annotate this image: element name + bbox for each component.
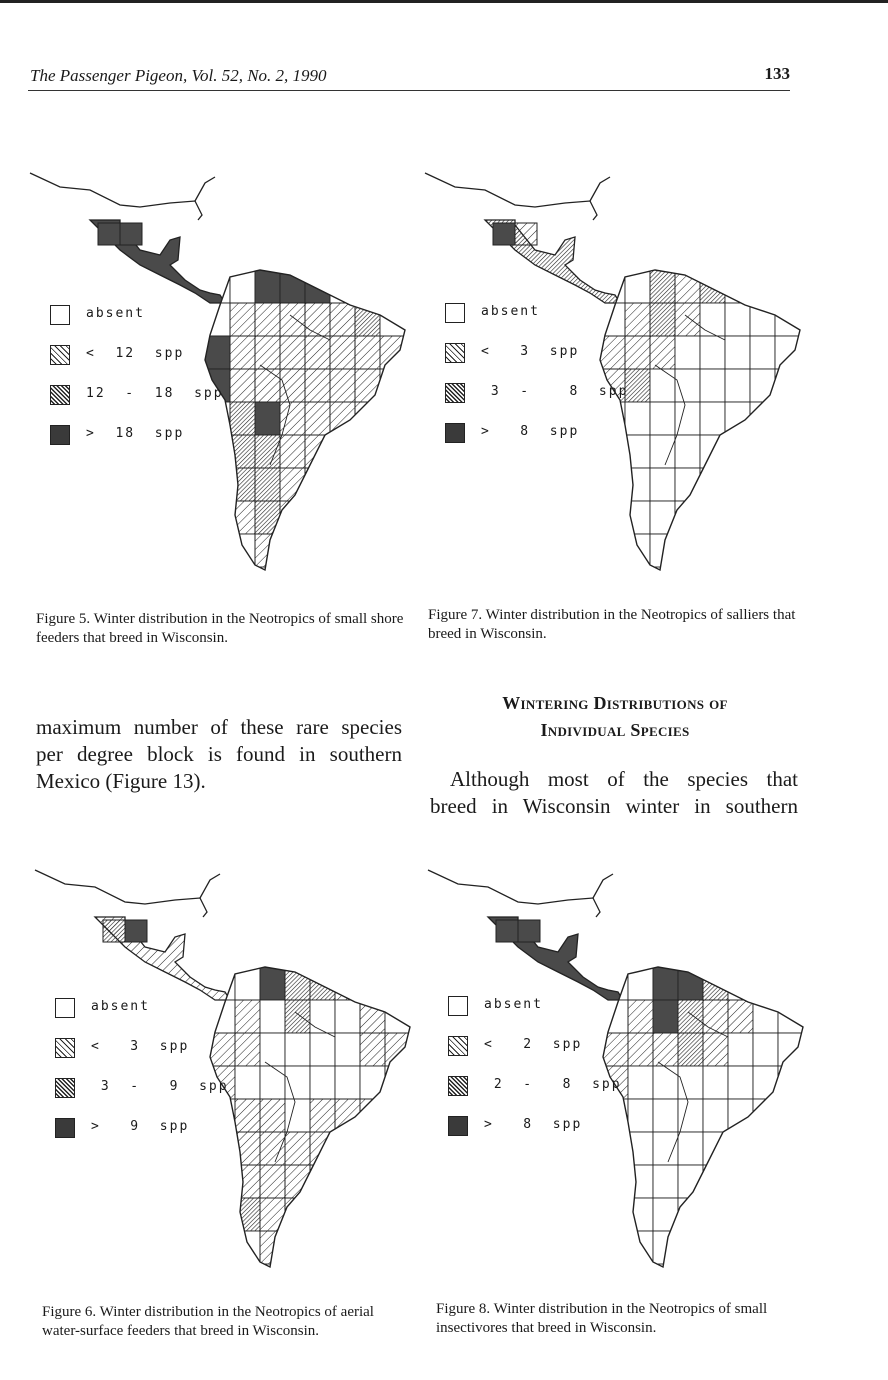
legend-item-high: [448, 1116, 668, 1140]
legend-label: 3 - 8 spp: [481, 384, 629, 399]
legend-swatch-dense-hatch: [55, 1078, 75, 1098]
legend-swatch-blank: [448, 996, 468, 1016]
legend-swatch-blank: [50, 305, 70, 325]
text-line: maximum number of these rare species: [36, 715, 402, 739]
legend-swatch-solid: [50, 425, 70, 445]
section-heading: [430, 690, 800, 744]
legend-label: 2 - 8 spp: [484, 1077, 622, 1092]
legend-label: > 9 spp: [91, 1119, 190, 1134]
figure-7-caption: Figure 7. Winter distribution in the Neotropics of salliers that breed in Wisconsin.: [428, 607, 796, 642]
legend-item-low: [448, 1036, 668, 1060]
body-paragraph-right: [430, 766, 798, 820]
legend-swatch-light-hatch: [55, 1038, 75, 1058]
legend-swatch-solid: [448, 1116, 468, 1136]
legend-item-high: [50, 425, 270, 449]
legend-swatch-dense-hatch: [445, 383, 465, 403]
legend-item-mid: [55, 1078, 275, 1102]
legend-item-absent: [448, 996, 668, 1020]
figure-5-map-drawing: [20, 165, 420, 595]
legend-swatch-dense-hatch: [50, 385, 70, 405]
legend-label: < 12 spp: [86, 346, 185, 361]
legend-item-absent: [50, 305, 270, 329]
page-number: 133: [764, 64, 790, 83]
page-top-rule: [0, 0, 888, 3]
legend-label: 12 - 18 spp: [86, 386, 224, 401]
legend-item-mid: [448, 1076, 668, 1100]
legend-label: < 3 spp: [481, 344, 580, 359]
header-rule: [28, 90, 790, 91]
legend-item-low: [50, 345, 270, 369]
legend-item-mid: [445, 383, 665, 407]
legend-label: < 3 spp: [91, 1039, 190, 1054]
legend-label: > 8 spp: [481, 424, 580, 439]
body-paragraph-left: [36, 714, 402, 795]
legend-item-low: [445, 343, 665, 367]
figure-8-caption: Figure 8. Winter distribution in the Neotropics of small insectivores that breed in Wisconsin.: [436, 1301, 768, 1336]
legend-swatch-blank: [445, 303, 465, 323]
text-line: Mexico (Figure 13).: [36, 769, 206, 793]
figure-6-map-drawing: [25, 862, 425, 1292]
legend-label: 3 - 9 spp: [91, 1079, 229, 1094]
legend-swatch-light-hatch: [448, 1036, 468, 1056]
legend-item-low: [55, 1038, 275, 1062]
figure-7-map: [415, 165, 815, 595]
running-head: The Passenger Pigeon, Vol. 52, No. 2, 1990: [30, 66, 327, 85]
heading-line: Wintering Distributions of: [502, 693, 728, 713]
legend-swatch-light-hatch: [445, 343, 465, 363]
text-line: Although most of the species that: [450, 767, 798, 791]
legend-swatch-dense-hatch: [448, 1076, 468, 1096]
text-line: breed in Wisconsin winter in southern: [430, 794, 798, 818]
legend-item-high: [445, 423, 665, 447]
heading-line: Individual Species: [540, 720, 690, 740]
figure-8-map: [418, 862, 818, 1292]
figure-5-caption: Figure 5. Winter distribution in the Neotropics of small shore feeders that breed in Wisconsin.: [36, 611, 404, 646]
legend-label: absent: [91, 999, 150, 1014]
legend-label: > 8 spp: [484, 1117, 583, 1132]
legend-label: < 2 spp: [484, 1037, 583, 1052]
legend-item-mid: [50, 385, 270, 409]
legend-item-absent: [445, 303, 665, 327]
figure-5-map: [20, 165, 420, 595]
figure-7-map-drawing: [415, 165, 815, 595]
figure-6-map: [25, 862, 425, 1292]
legend-label: absent: [86, 306, 145, 321]
legend-item-high: [55, 1118, 275, 1142]
legend-swatch-blank: [55, 998, 75, 1018]
legend-label: absent: [481, 304, 540, 319]
legend-label: > 18 spp: [86, 426, 185, 441]
text-line: per degree block is found in southern: [36, 742, 402, 766]
legend-item-absent: [55, 998, 275, 1022]
legend-swatch-light-hatch: [50, 345, 70, 365]
legend-swatch-solid: [445, 423, 465, 443]
legend-swatch-solid: [55, 1118, 75, 1138]
figure-6-caption: Figure 6. Winter distribution in the Neotropics of aerial water-surface feeders that breed in Wisconsin.: [42, 1304, 374, 1339]
legend-label: absent: [484, 997, 543, 1012]
